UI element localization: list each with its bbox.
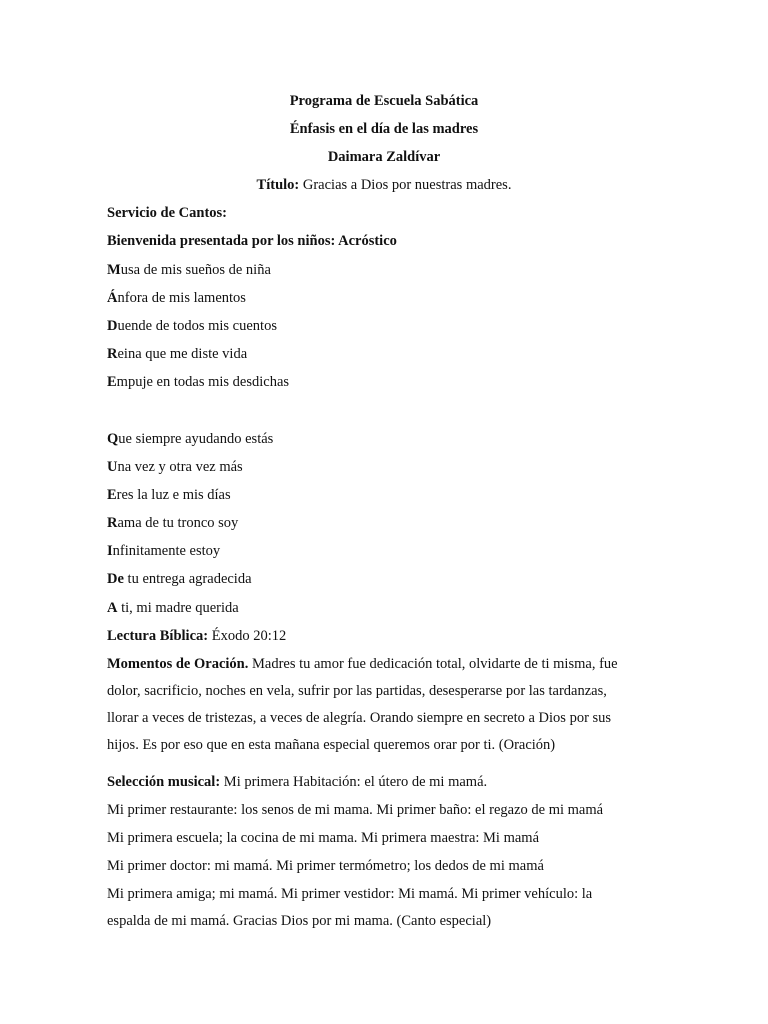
program-theme [0, 176, 768, 194]
musical-line: Mi primer doctor: mi mamá. Mi primer termómetro; los dedos de mi mamá [107, 858, 544, 874]
acrostic-line: Una vez y otra vez más [107, 459, 243, 475]
acrostic-line: Eres la luz e mis días [107, 487, 231, 503]
acrostic-line: De tu entrega agradecida [107, 571, 252, 587]
acrostic-line: Musa de mis sueños de niña [107, 262, 271, 278]
section-cantos: Servicio de Cantos: [107, 205, 228, 221]
oracion-paragraph-line: hijos. Es por eso que en esta mañana especial queremos orar por ti. (Oración) [107, 737, 556, 753]
oracion-paragraph-line: Momentos de Oración. Madres tu amor fue dedicación total, olvidarte de ti misma, fue [107, 656, 618, 672]
oracion-paragraph-line: llorar a veces de tristezas, a veces de alegría. Orando siempre en secreto a Dios por sus [107, 710, 612, 726]
musical-line: Mi primera amiga; mi mamá. Mi primer vestidor: Mi mamá. Mi primer vehículo: la [107, 886, 593, 902]
program-author: Daimara Zaldívar [327, 149, 441, 165]
acrostic-line: Empuje en todas mis desdichas [107, 374, 290, 390]
lectura-biblica: Lectura Bíblica: Éxodo 20:12 [107, 628, 287, 644]
program-subtitle: Énfasis en el día de las madres [289, 121, 479, 137]
acrostic-line: Que siempre ayudando estás [107, 431, 274, 447]
oracion-paragraph-line: dolor, sacrificio, noches en vela, sufrir por las partidas, desesperarse por las tardanzas, [107, 683, 607, 699]
acrostic-line: A ti, mi madre querida [107, 600, 239, 616]
acrostic-line: Infinitamente estoy [107, 543, 221, 559]
acrostic-line: Ánfora de mis lamentos [107, 290, 246, 306]
acrostic-line: Duende de todos mis cuentos [107, 318, 277, 334]
musical-line: Mi primer restaurante: los senos de mi mama. Mi primer baño: el regazo de mi mamá [107, 802, 604, 818]
theme-label: Título: [256, 177, 300, 193]
theme-text: Gracias a Dios por nuestras madres. [299, 177, 512, 193]
musical-line: Selección musical: Mi primera Habitación: el útero de mi mamá. [107, 774, 488, 790]
oracion-label: Momentos de Oración. [107, 656, 249, 672]
musical-line: espalda de mi mamá. Gracias Dios por mi mama. (Canto especial) [107, 913, 492, 929]
program-title: Programa de Escuela Sabática [289, 93, 479, 109]
musical-label: Selección musical: [107, 774, 221, 790]
musical-line: Mi primera escuela; la cocina de mi mama. Mi primera maestra: Mi mamá [107, 830, 540, 846]
section-bienvenida: Bienvenida presentada por los niños: Acróstico [107, 233, 397, 249]
acrostic-line: Rama de tu tronco soy [107, 515, 239, 531]
acrostic-line: Reina que me diste vida [107, 346, 248, 362]
